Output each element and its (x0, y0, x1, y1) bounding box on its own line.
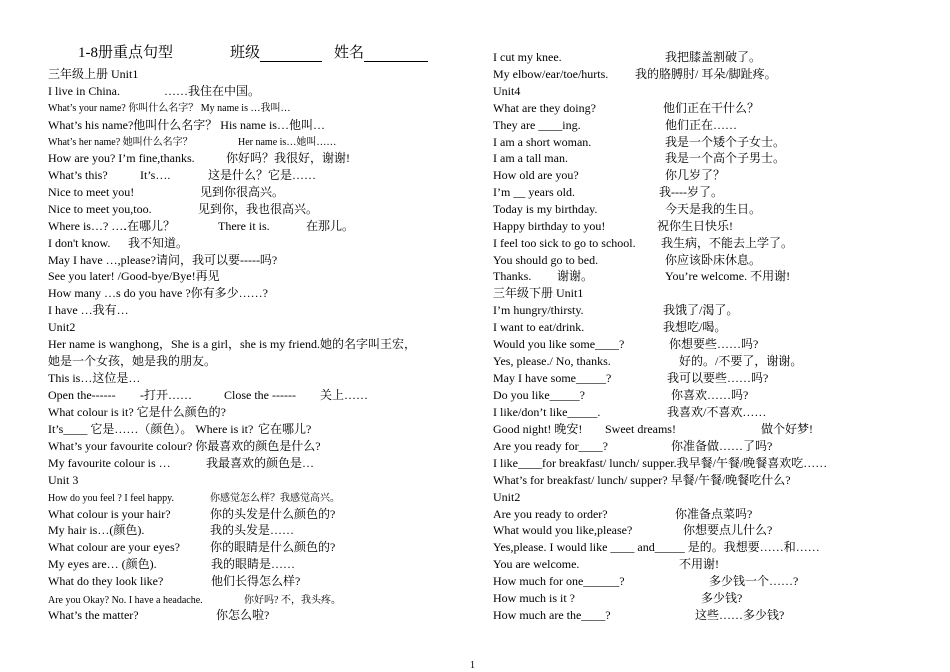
english-text: How are you? I’m fine,thanks. (48, 151, 195, 165)
english-text: I have …我有… (48, 303, 129, 317)
english-text: Would you like some____? (493, 337, 625, 351)
chinese-text: 今天是我的生日。 (665, 202, 762, 216)
english-text: What’s this? (48, 168, 108, 182)
chinese-text: It’s…. (140, 168, 171, 182)
chinese-text: 他们正在…… (665, 118, 738, 132)
english-text: Happy birthday to you! (493, 219, 606, 233)
chinese-text: 我的眼睛是…… (211, 557, 296, 571)
english-text: My eyes are… (颜色). (48, 557, 157, 571)
english-text: It’s____ 它是……（颜色）。 Where is it? (48, 422, 254, 436)
name-blank (364, 46, 428, 62)
english-text: What are they doing? (493, 101, 596, 115)
chinese-text: 你怎么啦? (216, 608, 270, 622)
english-text: Unit 3 (48, 473, 79, 487)
title-main: 1-8册重点句型 (78, 45, 173, 61)
chinese-text: There it is. (218, 219, 270, 233)
english-text: I am a tall man. (493, 151, 568, 165)
chinese-text: 这些……多少钱? (695, 608, 785, 622)
chinese-text: 他们正在干什么？ (663, 101, 760, 115)
chinese-text: 你准备做……了吗? (671, 439, 773, 453)
class-label: 班级 (230, 41, 322, 62)
chinese-text: 我饿了/渴了。 (663, 303, 739, 317)
chinese-text: 它在哪儿? (258, 422, 312, 436)
chinese-text: 好的。/不要了，谢谢。 (679, 354, 803, 368)
english-text: You should go to bed. (493, 253, 599, 267)
english-text: What’s the matter? (48, 608, 139, 622)
english-text: Are you ready to order? (493, 507, 608, 521)
chinese-text: 我可以要些……吗? (667, 371, 769, 385)
chinese-text: 我是一个矮个子女士。 (665, 135, 786, 149)
english-text: They are ____ing. (493, 118, 581, 132)
chinese-text: 我喜欢/不喜欢…… (667, 405, 767, 419)
english-text: 三年级上册 Unit1 (48, 67, 139, 81)
english-text: I live in China. (48, 84, 120, 98)
english-text: I like____for breakfast/ lunch/ supper.我早餐/午餐/晚餐喜欢吃…… (493, 456, 828, 470)
chinese-text: -打开…… (140, 388, 192, 402)
chinese-text: 你准备点菜吗? (675, 507, 753, 521)
chinese-text: 你好吗？我很好，谢谢! (226, 151, 350, 165)
document-title (78, 41, 478, 61)
english-text: What colour is it? 它是什么颜色的? (48, 405, 226, 419)
english-text: 她是一个女孩，她是我的朋友。 (48, 354, 217, 368)
chinese-text: 我把膝盖割破了。 (665, 50, 762, 64)
chinese-text: 我的头发是…… (210, 523, 295, 537)
chinese-text: 我最喜欢的颜色是… (206, 456, 315, 470)
chinese-text: 我----岁了。 (659, 185, 723, 199)
english-text: I feel too sick to go to school. (493, 236, 636, 250)
chinese-text: 见到你很高兴。 (200, 185, 285, 199)
english-text: My favourite colour is … (48, 456, 171, 470)
english-text: Do you like_____? (493, 388, 585, 402)
english-text: I want to eat/drink. (493, 320, 585, 334)
english-text: What’s your favourite colour? 你最喜欢的颜色是什么? (48, 439, 321, 453)
english-text: How many …s do you have ?你有多少……? (48, 286, 268, 300)
chinese-text: 你感觉怎么样？我感觉高兴。 (210, 493, 340, 504)
english-text: What’s your name? 你叫什么名字？ My name is …我叫… (48, 103, 291, 114)
english-text: How old are you? (493, 168, 579, 182)
chinese-text: 你的眼睛是什么颜色的? (210, 540, 336, 554)
english-text: My elbow/ear/toe/hurts. (493, 67, 609, 81)
chinese-text: Sweet dreams! (605, 422, 676, 436)
english-text: How much for one______? (493, 574, 625, 588)
english-text: Good night! 晚安! (493, 422, 583, 436)
chinese-text: 我不知道。 (128, 236, 189, 250)
chinese-text: 你想要些……吗? (669, 337, 759, 351)
chinese-text: You’re welcome. 不用谢! (665, 269, 791, 283)
class-blank (260, 46, 322, 62)
english-text: I’m __ years old. (493, 185, 575, 199)
english-text: My hair is…(颜色). (48, 523, 145, 537)
english-text: What’s her name? 她叫什么名字？ (48, 137, 193, 148)
chinese-text: 关上…… (320, 388, 369, 402)
english-text: Unit4 (493, 84, 521, 98)
chinese-text: 谢谢。 (557, 269, 594, 283)
chinese-text: 我生病，不能去上学了。 (661, 236, 794, 250)
chinese-text: 你几岁了？ (665, 168, 726, 182)
english-text: 三年级下册 Unit1 (493, 286, 584, 300)
chinese-text: 做个好梦! (761, 422, 813, 436)
chinese-text: 你应该卧床休息。 (665, 253, 762, 267)
english-text: Unit2 (493, 490, 521, 504)
english-text: What do they look like? (48, 574, 164, 588)
english-text: Nice to meet you,too. (48, 202, 152, 216)
chinese-text: 我是一个高个子男士。 (665, 151, 786, 165)
english-text: I cut my knee. (493, 50, 562, 64)
english-text: Unit2 (48, 320, 76, 334)
english-text: What colour are your eyes? (48, 540, 180, 554)
chinese-text: 多少钱一个……? (709, 574, 799, 588)
chinese-text: 不用谢! (679, 557, 719, 571)
chinese-text: 他们长得怎么样? (211, 574, 301, 588)
english-text: Yes,please. I would like ____ and_____ 是的。我想要……和…… (493, 540, 820, 554)
chinese-text: 祝你生日快乐! (657, 219, 733, 233)
chinese-text: 你的头发是什么颜色的? (210, 507, 336, 521)
name-label: 姓名 (334, 41, 428, 62)
english-text: Nice to meet you! (48, 185, 135, 199)
english-text: Yes, please./ No, thanks. (493, 354, 611, 368)
chinese-text: ……我住在中国。 (164, 84, 261, 98)
english-text: You are welcome. (493, 557, 580, 571)
english-text: What’s his name?他叫什么名字？ His name is…他叫… (48, 118, 325, 132)
english-text: This is…这位是… (48, 371, 141, 385)
english-text: May I have some_____? (493, 371, 612, 385)
chinese-text: .在哪儿？ (124, 219, 176, 233)
page-number: 1 (470, 660, 475, 671)
chinese-text: Her name is…她叫…… (238, 137, 337, 148)
chinese-text: 在那儿。 (306, 219, 355, 233)
chinese-text: 你想要点儿什么? (683, 523, 773, 537)
chinese-text: 你喜欢……吗? (671, 388, 749, 402)
chinese-text: 我的胳膊肘/ 耳朵/脚趾疼。 (635, 67, 777, 81)
chinese-text: 我想吃/喝。 (663, 320, 727, 334)
chinese-text: 你好吗? 不，我头疼。 (244, 595, 341, 606)
english-text: Where is…? …. (48, 219, 127, 233)
english-text: How much is it ? (493, 591, 575, 605)
english-text: What colour is your hair? (48, 507, 171, 521)
english-text: Are you Okay? No. I have a headache. (48, 595, 203, 606)
english-text: What’s for breakfast/ lunch/ supper? 早餐/午餐/晚餐吃什么? (493, 473, 791, 487)
chinese-text: 见到你，我也很高兴。 (198, 202, 319, 216)
english-text: How much are the____? (493, 608, 611, 622)
english-text: Open the------ (48, 388, 116, 402)
english-text: See you later! /Good-bye/Bye!再见 (48, 269, 220, 283)
english-text: Today is my birthday. (493, 202, 598, 216)
english-text: Thanks. (493, 269, 532, 283)
english-text: What would you like,please? (493, 523, 633, 537)
chinese-text: 多少钱? (701, 591, 743, 605)
english-text: I am a short woman. (493, 135, 592, 149)
english-text: How do you feel ? I feel happy. (48, 493, 174, 504)
english-text: May I have …,please?请问，我可以要-----吗? (48, 253, 278, 267)
chinese-text: Close the ------ (224, 388, 296, 402)
english-text: Are you ready for____? (493, 439, 608, 453)
english-text: I don't know. (48, 236, 111, 250)
chinese-text: 这是什么？它是…… (208, 168, 317, 182)
english-text: Her name is wanghong，She is a girl，she is my friend.她的名字叫王宏， (48, 337, 416, 351)
english-text: I like/don’t like_____. (493, 405, 601, 419)
english-text: I’m hungry/thirsty. (493, 303, 584, 317)
